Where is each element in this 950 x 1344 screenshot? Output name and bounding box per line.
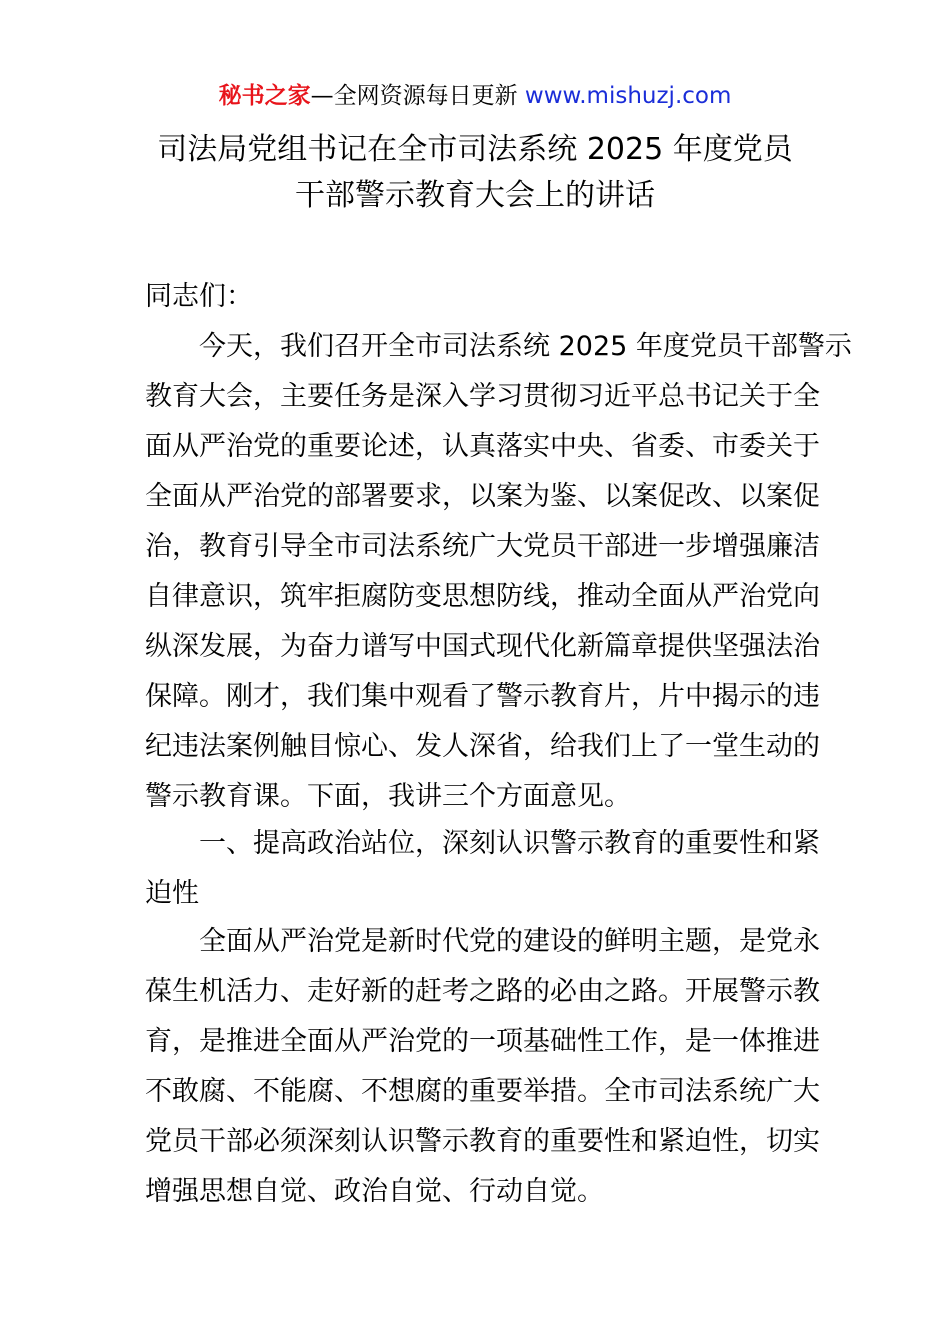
site-url-link[interactable]: www.mishuzj.com [524,83,732,109]
greeting [145,272,810,322]
paragraph-line: 警示教育课。下面，我讲三个方面意见。 [145,781,631,812]
paragraph-section-1 [145,917,820,1217]
brand-name: 秘书之家 [218,83,311,109]
paragraph-line: 今天，我们召开全市司法系统 2025 年度党员干部警示 [199,331,852,362]
paragraph-line: 纪违法案例触目惊心、发人深省，给我们上了一堂生动的 [145,731,820,762]
paragraph-line: 党员干部必须深刻认识警示教育的重要性和紧迫性，切实 [145,1126,820,1157]
site-header [0,80,950,112]
paragraph-line: 全面从严治党的部署要求，以案为鉴、以案促改、以案促 [145,481,820,512]
paragraph-line: 自律意识，筑牢拒腐防变思想防线，推动全面从严治党向 [145,581,820,612]
paragraph-line: 不敢腐、不能腐、不想腐的重要举措。全市司法系统广大 [145,1076,820,1107]
paragraph-line: 教育大会，主要任务是深入学习贯彻习近平总书记关于全 [145,381,820,412]
section-heading-1 [145,819,820,919]
paragraph-line: 面从严治党的重要论述，认真落实中央、省委、市委关于 [145,431,820,462]
greeting-text: 同志们： [145,281,253,312]
title-line-2: 干部警示教育大会上的讲话 [295,178,655,213]
header-tagline: —全网资源每日更新 [310,83,525,109]
heading-line: 一、提高政治站位，深刻认识警示教育的重要性和紧 [199,828,820,859]
heading-line: 迫性 [145,878,199,909]
paragraph-line: 纵深发展，为奋力谱写中国式现代化新篇章提供坚强法治 [145,631,820,662]
title-line-1: 司法局党组书记在全市司法系统 2025 年度党员 [157,132,793,167]
paragraph-line: 治，教育引导全市司法系统广大党员干部进一步增强廉洁 [145,531,820,562]
paragraph-line: 葆生机活力、走好新的赶考之路的必由之路。开展警示教 [145,976,820,1007]
paragraph-line: 增强思想自觉、政治自觉、行动自觉。 [145,1176,604,1207]
document-title [0,127,950,219]
paragraph-line: 全面从严治党是新时代党的建设的鲜明主题，是党永 [199,926,820,957]
paragraph-line: 育，是推进全面从严治党的一项基础性工作，是一体推进 [145,1026,820,1057]
paragraph-intro [145,322,852,822]
paragraph-line: 保障。刚才，我们集中观看了警示教育片，片中揭示的违 [145,681,820,712]
